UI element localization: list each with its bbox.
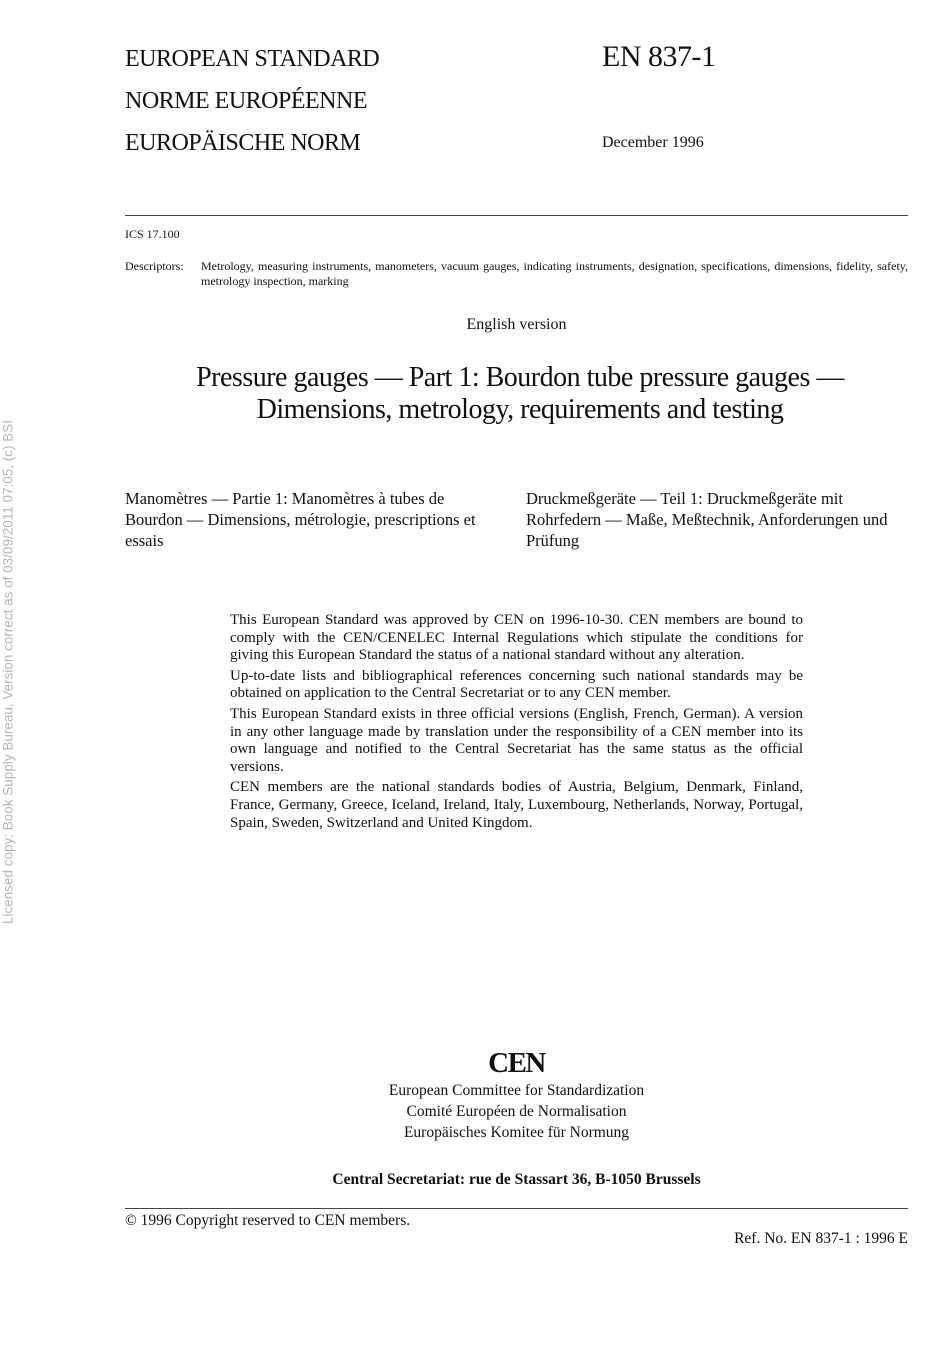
footer-divider bbox=[125, 1208, 908, 1209]
central-secretariat-address: Central Secretariat: rue de Stassart 36, B-1050 Brussels bbox=[332, 1171, 701, 1188]
descriptors-label: Descriptors: bbox=[125, 259, 184, 273]
notice-paragraph: This European Standard exists in three official versions (English, French, German). A version in any other language made by translation under the responsibility of a CEN member into its own language and notified to the Central Secretariat has the same status as the official versions. bbox=[230, 705, 803, 775]
cen-logo: CEN bbox=[488, 1047, 545, 1079]
publication-date: December 1996 bbox=[602, 134, 704, 151]
ics-code: ICS 17.100 bbox=[125, 227, 180, 241]
license-watermark: Licensed copy: Book Supply Bureau, Version correct as of 03/09/2011 07:05, (c) BSI bbox=[0, 419, 16, 925]
descriptors-text: Metrology, measuring instruments, manometers, vacuum gauges, indicating instruments, designation, specifications, dimensions, fidelity, safety, metrology inspection, marking bbox=[201, 259, 908, 288]
notice-paragraph: CEN members are the national standards bodies of Austria, Belgium, Denmark, Finland, France, Germany, Greece, Iceland, Ireland, Italy, Luxembourg, Netherlands, Norway, Portugal, Spain, Sweden, Switzerland and United Kingdom. bbox=[230, 779, 803, 831]
title-line-2: Dimensions, metrology, requirements and testing bbox=[256, 394, 784, 425]
cen-name-de: Europäisches Komitee für Normung bbox=[403, 1124, 630, 1141]
copyright-notice: © 1996 Copyright reserved to CEN members. bbox=[125, 1212, 411, 1229]
document-title bbox=[125, 362, 915, 426]
notice-paragraph: Up-to-date lists and bibliographical references concerning such national standards may be obtained on application to the Central Secretariat or to any CEN member. bbox=[230, 667, 803, 702]
language-version: English version bbox=[466, 316, 567, 333]
standard-label-de: EUROPÄISCHE NORM bbox=[125, 130, 361, 156]
standard-label-fr: NORME EUROPÉENNE bbox=[125, 88, 367, 114]
german-title: Druckmeßgeräte — Teil 1: Druckmeßgeräte mit Rohrfedern — Maße, Meßtechnik, Anforderungen und Prüfung bbox=[526, 489, 888, 550]
notice-paragraph: This European Standard was approved by CEN on 1996-10-30. CEN members are bound to comply with the CEN/CENELEC Internal Regulations which stipulate the conditions for giving this European Standard the status of a national standard without any alteration. bbox=[230, 612, 803, 664]
french-title: Manomètres — Partie 1: Manomètres à tubes de Bourdon — Dimensions, métrologie, prescriptions et essais bbox=[125, 489, 476, 550]
cen-name-en: European Committee for Standardization bbox=[388, 1082, 645, 1099]
header-divider bbox=[125, 215, 908, 216]
approval-notice bbox=[230, 612, 803, 835]
cen-organization-block bbox=[0, 1046, 950, 1143]
standard-label-en: EUROPEAN STANDARD bbox=[125, 46, 380, 72]
cen-name-fr: Comité Européen de Normalisation bbox=[406, 1103, 627, 1120]
descriptors bbox=[125, 259, 908, 289]
standard-number: EN 837-1 bbox=[602, 40, 716, 73]
reference-number: Ref. No. EN 837-1 : 1996 E bbox=[734, 1230, 908, 1247]
title-line-1: Pressure gauges — Part 1: Bourdon tube pressure gauges — bbox=[196, 362, 844, 393]
